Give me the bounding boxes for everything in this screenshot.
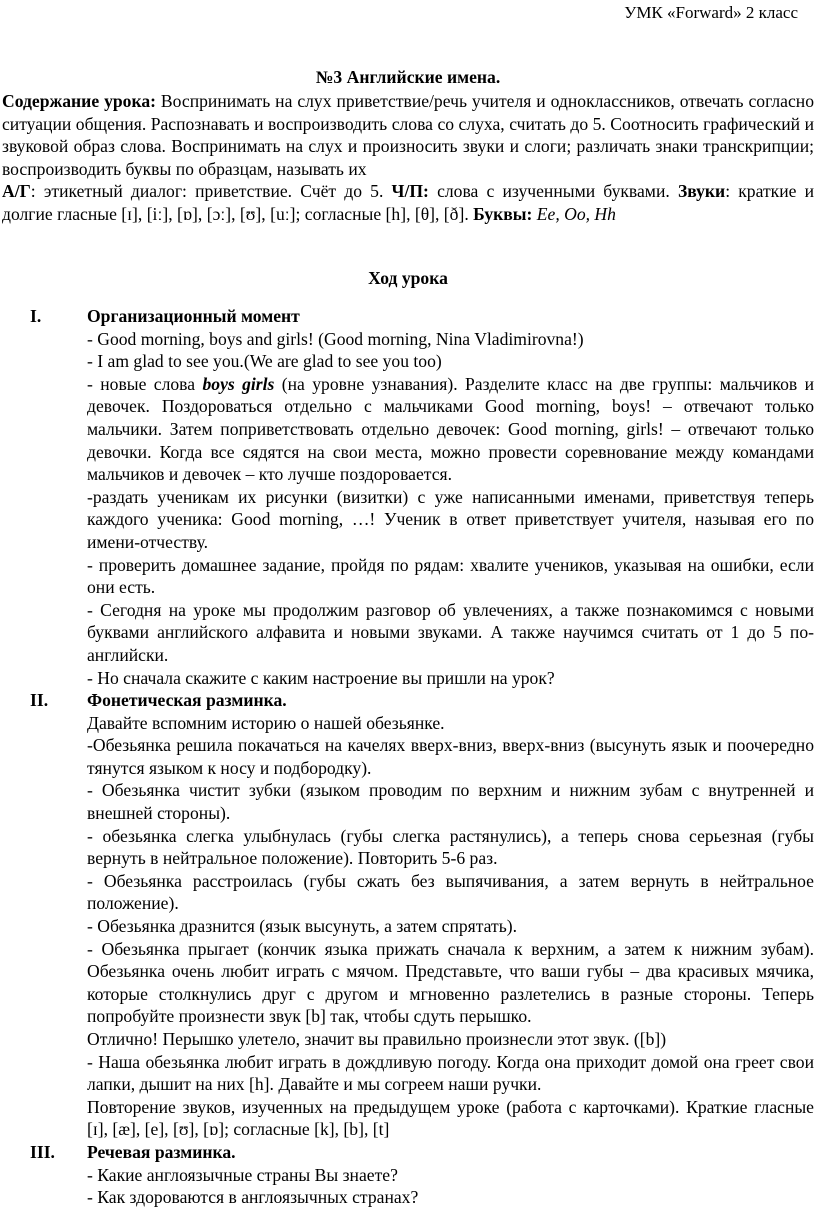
section-paragraph: - обезьянка слегка улыбнулась (губы слегка растянулись), а теперь снова серьезная (губы вернуть в нейтральное положение). Повторить 5-6 раз. [87,825,814,869]
section-phonetic [0,689,816,1141]
ag-label: А/Г [2,181,31,202]
ag-text: : этикетный диалог: приветствие. Счёт до 5. [30,181,392,202]
chp-text: слова с изученными буквами. [428,181,678,202]
chp-label: Ч/П: [391,181,429,202]
section-paragraph: - Но сначала скажите с каким настроение вы пришли на урок? [87,667,555,688]
summary-paragraph [2,90,814,180]
section-number: I. [30,306,42,326]
section-organizational [0,305,816,689]
section-paragraph: -раздать ученикам их рисунки (визитки) с уже написанными именами, приветствуя теперь каждого ученика: Good morning, …! Ученик в ответ приветствует учителя, называя его по имени-отчеству. [87,486,814,552]
section-paragraph: - Сегодня на уроке мы продолжим разговор об увлечениях, а также познакомимся с новыми буквами английского алфавита и новыми звуками. А также научимся считать от 1 до 5 по-английски. [87,599,814,665]
section-paragraph: - Наша обезьянка любит играть в дождливую погоду. Когда она приходит домой она греет свои лапки, дышит на них [h]. Давайте и мы согреем наши ручки. [87,1051,814,1095]
new-words-paragraph [87,373,814,486]
course-header: УМК «Forward» 2 класс [624,3,798,22]
lesson-summary [2,90,814,226]
section-number: III. [30,1141,55,1162]
content-text: Воспринимать на слух приветствие/речь учителя и одноклассников, отвечать согласно ситуации общения. Распознавать и воспроизводить слова со слуха, считать до 5. Соотносить графический и звуковой образ слова. Воспринимать на слух и произносить звуки и слоги; различать знаки транскрипции; воспроизводить буквы по образцам, называть их [2,91,814,179]
section-title: Речевая разминка. [87,1141,236,1162]
section-speech [0,1141,816,1209]
section-paragraph: Отлично! Перышко улетело, значит вы правильно произнесли этот звук. ([b]) [87,1029,667,1049]
section-paragraph: - проверить домашнее задание, пройдя по рядам: хвалите учеников, указывая на ошибки, если они есть. [87,554,814,598]
section-paragraph: - Обезьянка дразнится (язык высунуть, а затем спрятать). [87,916,517,937]
letters-label: Буквы [473,203,527,224]
new-words-pre: - новые слова [87,373,203,394]
section-body [87,1141,814,1209]
section-paragraph: - Какие англоязычные страны Вы знаете? [87,1164,398,1185]
section-title: Фонетическая разминка. [87,690,287,711]
greeting-line: - Good morning, boys and girls! (Good morning, Nina Vladimirovna!) [87,328,584,349]
course-heading: Ход урока [368,268,448,288]
section-number: II. [30,690,49,711]
summary-paragraph-2 [2,180,814,225]
content-label: Содержание урока: [2,91,156,111]
section-body [87,305,814,689]
section-paragraph: Давайте вспомним историю о нашей обезьянке. [87,712,445,733]
section-paragraph: - Обезьянка чистит зубки (языком проводим по верхним и нижним зубам с внутренней и внешней стороны). [87,780,814,824]
section-paragraph: Повторение звуков, изученных на предыдущем уроке (работа с карточками). Краткие гласные [ɪ], [æ], [e], [ʊ], [ɒ]; согласные [k], [b], [t] [87,1096,814,1140]
letters-colon: : [526,203,533,224]
lesson-sections [0,305,816,1209]
lesson-title: №3 Английские имена. [315,67,501,87]
new-words-highlight: boys girls [202,373,275,394]
sounds-text: : краткие и долгие гласные [ɪ], [iː], [ɒ], [ɔː], [ʊ], [uː]; согласные [h], [θ], [ð]. [2,181,814,224]
section-body [87,689,814,1141]
section-title: Организационный момент [87,306,300,326]
section-paragraph: - Обезьянка прыгает (кончик языка прижать сначала к верхним, а затем к нижним зубам). Обезьянка очень любит играть с мячом. Представьте, что ваши губы – два красивых мячика, которые столкнулись друг с другом и мгновенно разлетелись в разные стороны. Теперь попробуйте произнести звук [b] так, чтобы сдуть перышко. [87,938,814,1027]
sounds-label: Звуки [677,181,726,202]
new-words-post: (на уровне узнавания). Разделите класс на две группы: мальчиков и девочек. Поздороваться отдельно с мальчиками Good morning, boys! – отвечают только мальчики. Затем поприветствовать отдельно девочек: Good morning, girls! – отвечают только девочки. Когда все сядятся на свои места, можно провести соревнование между командами мальчиков и девочек – кто лучше поздоровается. [87,373,814,485]
section-paragraph: - Как здороваются в англоязычных странах? [87,1187,419,1208]
section-paragraph: - Обезьянка расстроилась (губы сжать без выпячивания, а затем вернуть в нейтральное положение). [87,870,814,914]
greeting-line: - I am glad to see you.(We are glad to see you too) [87,351,442,372]
letters-text: Ee, Oo, Hh [536,203,616,224]
section-paragraph: -Обезьянка решила покачаться на качелях вверх-вниз, вверх-вниз (высунуть язык и поочередно тянутся языком к носу и подбородку). [87,735,814,778]
